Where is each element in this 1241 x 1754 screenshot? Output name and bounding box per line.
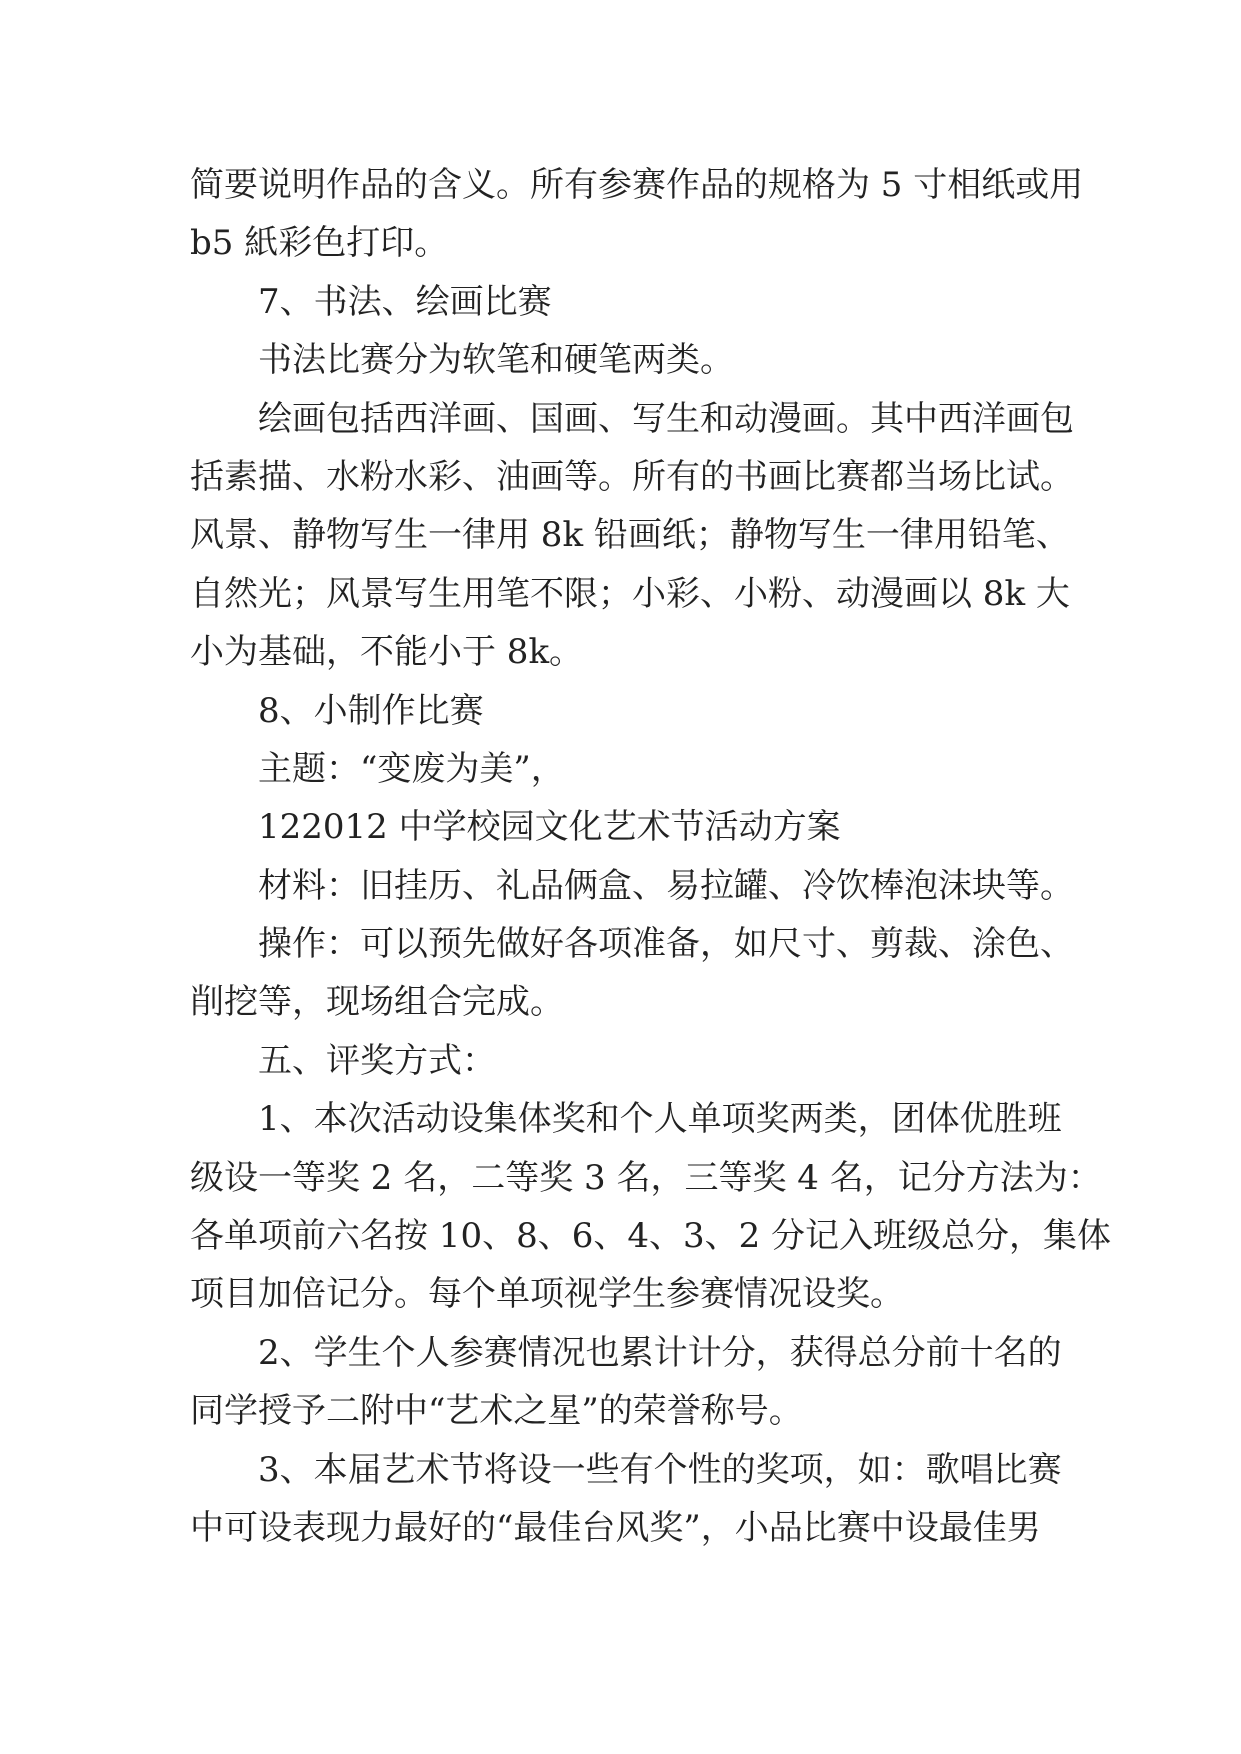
paragraph-start: 1、本次活动设集体奖和个人单项奖两类，团体优胜班 — [258, 1099, 1062, 1140]
document-title-line: 122012 中学校园文化艺术节活动方案 — [258, 807, 841, 848]
paragraph-start: 书法比赛分为软笔和硬笔两类。 — [258, 340, 734, 381]
text-line: b5 紙彩色打印。 — [190, 223, 449, 264]
paragraph-start: 2、学生个人参赛情况也累计计分，获得总分前十名的 — [258, 1332, 1062, 1373]
paragraph-start: 操作：可以预先做好各项准备，如尺寸、剪裁、涂色、 — [258, 924, 1074, 965]
text-line: 同学授予二附中“艺术之星”的荣誉称号。 — [190, 1391, 803, 1432]
text-line: 自然光；风景写生用笔不限；小彩、小粉、动漫画以 8k 大 — [190, 573, 1070, 614]
text-line: 项目加倍记分。每个单项视学生参赛情况设奖。 — [190, 1274, 904, 1315]
section-heading: 8、小制作比赛 — [258, 690, 484, 731]
document-body — [190, 156, 1112, 1557]
section-heading: 五、评奖方式： — [258, 1040, 496, 1081]
text-line: 削挖等，现场组合完成。 — [190, 982, 564, 1023]
text-line: 小为基础，不能小于 8k。 — [190, 632, 584, 673]
paragraph-start: 主题：“变废为美”， — [258, 748, 565, 789]
text-line: 各单项前六名按 10、8、6、4、3、2 分记入班级总分，集体 — [190, 1216, 1112, 1257]
text-line: 括素描、水粉水彩、油画等。所有的书画比赛都当场比试。 — [190, 456, 1074, 497]
text-line: 级设一等奖 2 名，二等奖 3 名，三等奖 4 名，记分方法为： — [190, 1157, 1102, 1198]
text-line: 简要说明作品的含义。所有参赛作品的规格为 5 寸相纸或用 — [190, 165, 1084, 205]
paragraph-start: 绘画包括西洋画、国画、写生和动漫画。其中西洋画包 — [258, 398, 1074, 439]
paragraph-start: 3、本届艺术节将设一些有个性的奖项，如：歌唱比赛 — [258, 1449, 1062, 1490]
text-line: 中可设表现力最好的“最佳台风奖”，小品比赛中设最佳男 — [190, 1507, 1041, 1548]
paragraph-start: 材料：旧挂历、礼品俩盒、易拉罐、冷饮棒泡沫块等。 — [258, 865, 1074, 906]
text-line: 风景、静物写生一律用 8k 铅画纸；静物写生一律用铅笔、 — [190, 515, 1070, 556]
section-heading: 7、书法、绘画比赛 — [258, 281, 552, 322]
